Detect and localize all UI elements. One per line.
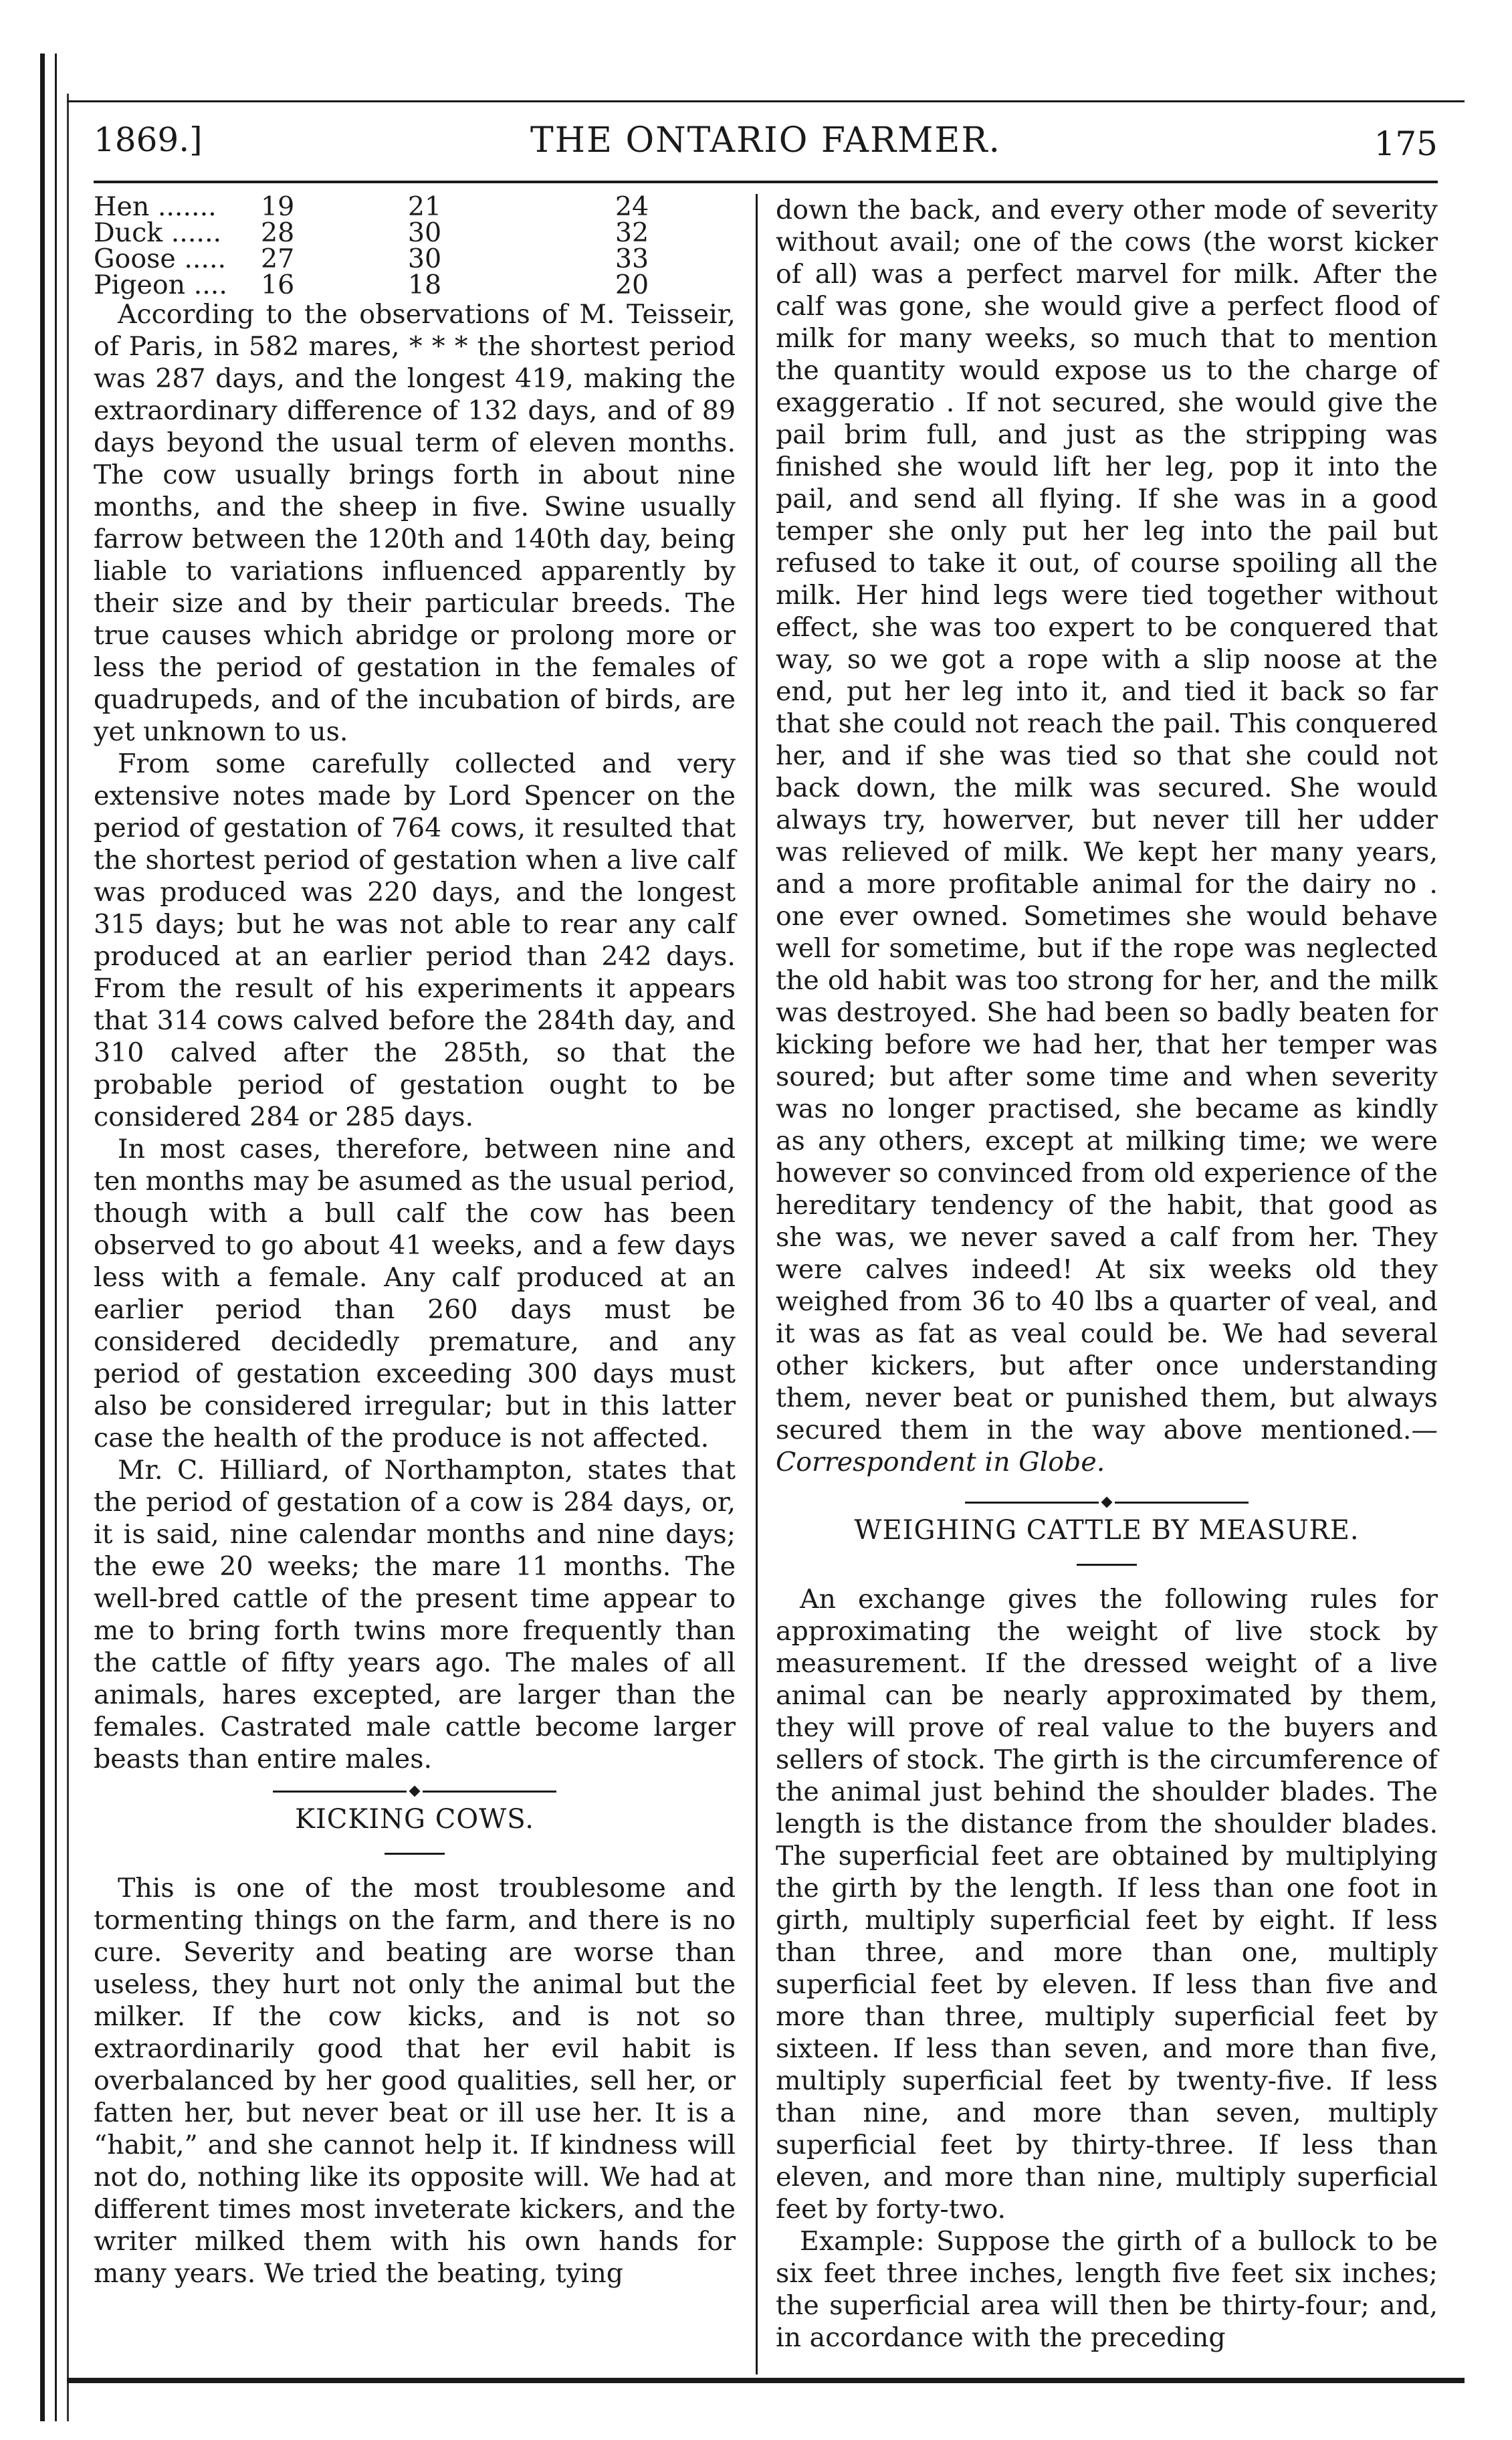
page-bottom-rule [67,2378,1465,2383]
header-rule [94,181,1438,183]
table-cell: 16 [261,270,295,300]
section-ornament [94,1787,736,1795]
page-number: 175 [1374,124,1438,163]
heading-rule [1077,1564,1137,1566]
incubation-table [94,191,736,300]
page-border-thick [40,54,45,2421]
table-cell: 28 [261,217,295,248]
paragraph-kicking-cows-continued [776,194,1438,1478]
page-top-rule [67,100,1465,102]
heading-rule [385,1853,445,1855]
paragraph-kicking-cows: This is one of the most troublesome and tormenting things on the farm, and there is no cure. Severity and beating are worse than useless, they hurt not only the animal but the milker. If the cow kicks, and is not so extraordinarily good that her evil habit is overbalanced by her good qualities, sell her, or fatten her, but never beat or ill use her. It is a “habit,” and she cannot help it. If kindness will not do, nothing like its opposite will. We had at different times most inveterate kickers, and the writer milked them with his own hands for many years. We tried the beating, tying [94,1873,736,2289]
table-cell: 19 [261,191,295,222]
paragraph-spencer: From some carefully collected and very extensive notes made by Lord Spencer on the period of gestation of 764 cows, it resulted that the shortest period of gestation when a live calf was produced was 220 days, and the longest 315 days; but he was not able to rear any calf produced at an earlier period than 242 days. From the result of his experiments it appears that 314 cows calved before the 284th day, and 310 calved after the 285th, so that the probable period of gestation ought to be considered 284 or 285 days. [94,748,736,1132]
table-row [94,220,736,246]
page-border-thin [55,54,57,2421]
section-ornament [776,1498,1438,1506]
article-credit: —Correspondent in Globe. [776,1415,1438,1478]
table-cell: 21 [407,191,442,222]
table-cell: 33 [615,243,649,274]
table-cell-animal: Duck ...... [94,217,222,248]
table-cell-animal: Pigeon .... [94,270,227,300]
left-column [94,191,736,2290]
paragraph-hilliard: Mr. C. Hilliard, of Northampton, states that the period of gestation of a cow is 284 days, or, it is said, nine calendar months and nine days; the ewe 20 weeks; the mare 11 months. The well-bred cattle of the present time appear to me to bring forth twins more frequently than the cattle of fifty years ago. The males of all animals, hares excepted, are larger than the females. Castrated male cattle become larger beasts than entire males. [94,1455,736,1774]
right-column [776,194,1438,2354]
table-row [94,246,736,272]
heading-weighing-cattle: WEIGHING CATTLE BY MEASURE. [854,1515,1360,1546]
paragraph-teisseir: According to the observations of M. Teisseir, of Paris, in 582 mares, * * * the shortest period was 287 days, and the longest 419, making the extraordinary difference of 132 days, and of 89 days beyond the usual term of eleven months. The cow usually brings forth in about nine months, and the sheep in five. Swine usually farrow between the 120th and 140th day, being liable to variations influenced apparently by their size and by their particular breeds. The true causes which abridge or prolong more or less the period of gestation in the females of quadrupeds, and of the incubation of birds, are yet unknown to us. [94,299,736,747]
table-cell: 20 [615,270,649,300]
table-cell: 24 [615,191,649,222]
paragraph-usual-period: In most cases, therefore, between nine and ten months may be asumed as the usual period, though with a bull calf the cow has been observed to go about 41 weeks, and a few days less with a female. Any calf produced at an earlier period than 260 days must be considered decidedly premature, and any period of gestation exceeding 300 days must also be considered irregular; but in this latter case the health of the produce is not affected. [94,1134,736,1453]
paragraph-text: down the back, and every other mode of severity without avail; one of the cows (the worst kicker of all) was a perfect marvel for milk. After the calf was gone, she would give a perfect flood of milk for many weeks, so much that to mention the quantity would expose us to the charge of exaggeratio . If not secured, she would give the pail brim full, and just as the stripping was finished she would lift her leg, pop it into the pail, and send all flying. If she was in a good temper she only put her leg into the pail but refused to take it out, of course spoiling all the milk. Her hind legs were tied together without effect, she was too expert to be conquered that way, so we got a rope with a slip noose at the end, put her leg into it, and tied it back so far that she could not reach the pail. This conquered her, and if she was tied so that she could not back down, the milk was secured. She would always try, howerver, but never till her udder was relieved of milk. We kept her many years, and a more profitable animal for the dairy no . one ever owned. Sometimes she would behave well for sometime, but if the rope was neglected the old habit was too strong for her, and the milk was destroyed. She had been so badly beaten for kicking before we had her, that her temper was soured; but after some time and when severity was no longer practised, she became as kindly as any others, except at milking time; we were however so convinced from old experience of the hereditary tendency of the habit, that good as she was, we never saved a calf from her. They were calves indeed! At six weeks old they weighed from 36 to 40 lbs a quarter of veal, and it was as fat as veal could be. We had several other kickers, but after once understanding them, never beat or punished them, but always secured them in the way above mentioned. [776,195,1438,1445]
publication-title: THE ONTARIO FARMER. [530,120,1002,161]
table-cell: 32 [615,217,649,248]
column-divider [756,194,758,2374]
table-cell: 18 [407,270,442,300]
table-row [94,272,736,298]
page-border-inner [67,94,69,2421]
page-header [94,114,1438,174]
table-cell: 30 [407,243,442,274]
table-cell-animal: Hen ....... [94,191,217,222]
paragraph-weighing-rules: An exchange gives the following rules for approximating the weight of live stock by measurement. If the dressed weight of a live animal can be nearly approximated by them, they will prove of real value to the buyers and sellers of stock. The girth is the circumference of the animal just behind the shoulder blades. The length is the distance from the shoulder blades. The superficial feet are obtained by multiplying the girth by the length. If less than one foot in girth, multiply superficial feet by eight. If less than three, and more than one, multiply superficial feet by eleven. If less than five and more than three, multiply superficial feet by sixteen. If less than seven, and more than five, multiply superficial feet by twenty-five. If less than nine, and more than seven, multiply superficial feet by thirty-three. If less than eleven, and more than nine, multiply superficial feet by forty-two. [776,1584,1438,2225]
header-year: 1869.] [94,120,203,159]
heading-kicking-cows: KICKING COWS. [295,1804,534,1835]
table-row [94,194,736,220]
table-cell: 30 [407,217,442,248]
table-cell: 27 [261,243,295,274]
paragraph-example: Example: Suppose the girth of a bullock to be six feet three inches, length five feet six inches; the superficial area will then be thirty-four; and, in accordance with the preceding [776,2226,1438,2353]
table-cell-animal: Goose ..... [94,243,227,274]
